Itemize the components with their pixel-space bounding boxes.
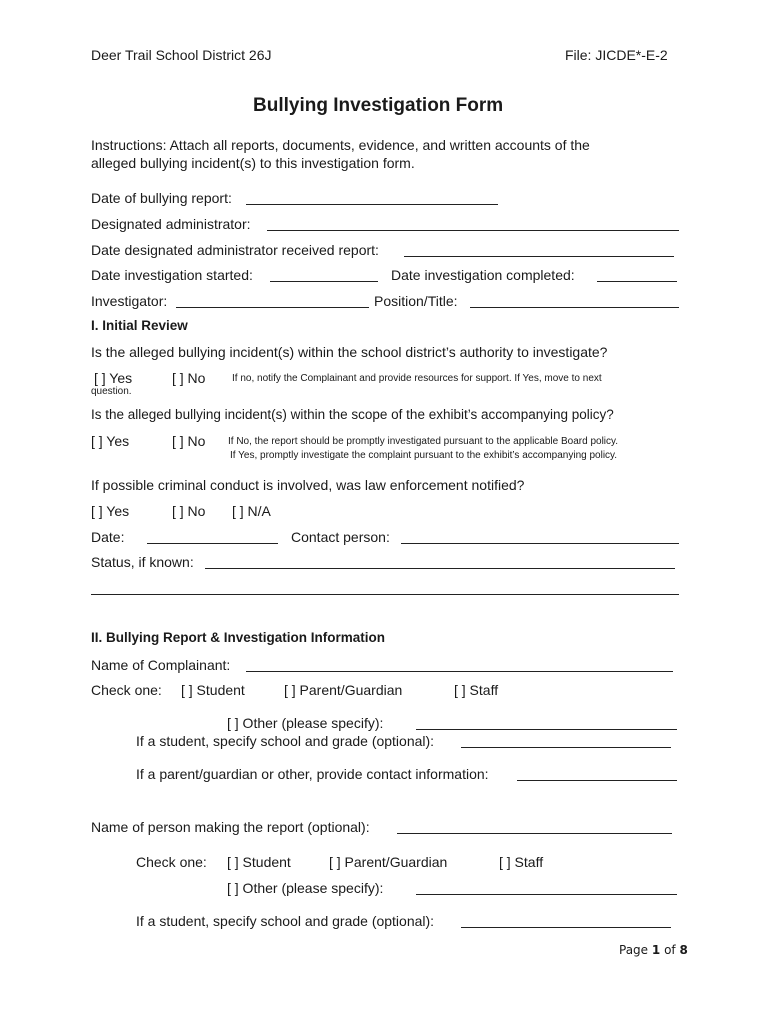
q3-text: If possible criminal conduct is involved, was law enforcement notified? — [91, 477, 525, 493]
check-one-2-label: Check one: — [136, 854, 207, 870]
investigator-field[interactable] — [176, 307, 369, 308]
date-started-label: Date investigation started: — [91, 267, 253, 283]
instructions-line-1: Instructions: Attach all reports, documents, evidence, and written accounts of the — [91, 137, 590, 153]
q1-text: Is the alleged bullying incident(s) within the school district’s authority to investigate? — [91, 344, 608, 360]
date-completed-label: Date investigation completed: — [391, 267, 575, 283]
complainant-parent-checkbox[interactable]: [ ] Parent/Guardian — [284, 682, 403, 698]
instructions-line-2: alleged bullying incident(s) to this investigation form. — [91, 155, 415, 171]
contact-date-field[interactable] — [147, 543, 278, 544]
position-field[interactable] — [470, 307, 679, 308]
reporter-label: Name of person making the report (optional): — [91, 819, 370, 835]
date-report-field[interactable] — [246, 204, 498, 205]
q3-na-checkbox[interactable]: [ ] N/A — [232, 503, 271, 519]
q2-note-2: If Yes, promptly investigate the complaint pursuant to the exhibit’s accompanying policy. — [230, 450, 618, 461]
designated-admin-label: Designated administrator: — [91, 216, 251, 232]
date-completed-field[interactable] — [597, 281, 677, 282]
position-label: Position/Title: — [374, 293, 458, 309]
student-school-field[interactable] — [461, 747, 671, 748]
q1-yes-checkbox[interactable]: [ ] Yes — [94, 370, 133, 386]
file-code: File: JICDE*-E-2 — [565, 47, 668, 63]
complainant-other-field[interactable] — [416, 729, 677, 730]
page-current: 1 — [651, 943, 661, 957]
parent-contact-label: If a parent/guardian or other, provide contact information: — [136, 766, 489, 782]
district-name: Deer Trail School District 26J — [91, 47, 272, 63]
q2-yes-checkbox[interactable]: [ ] Yes — [91, 433, 130, 449]
q2-text: Is the alleged bullying incident(s) within the scope of the exhibit’s accompanying policy? — [91, 407, 614, 422]
complainant-field[interactable] — [246, 671, 673, 672]
investigator-label: Investigator: — [91, 293, 168, 309]
page-total: 8 — [679, 943, 688, 957]
check-one-label: Check one: — [91, 682, 162, 698]
contact-person-label: Contact person: — [291, 529, 390, 545]
student-school-2-label: If a student, specify school and grade (optional): — [136, 913, 435, 929]
complainant-student-checkbox[interactable]: [ ] Student — [181, 682, 245, 698]
complainant-label: Name of Complainant: — [91, 657, 231, 673]
section-2-heading: II. Bullying Report & Investigation Information — [91, 630, 386, 645]
q1-note: If no, notify the Complainant and provide resources for support. If Yes, move to next — [232, 373, 602, 384]
parent-contact-field[interactable] — [517, 780, 677, 781]
complainant-other-checkbox[interactable]: [ ] Other (please specify): — [227, 715, 384, 731]
page-label: Page — [619, 943, 649, 957]
date-admin-received-label: Date designated administrator received report: — [91, 242, 379, 258]
student-school-2-field[interactable] — [461, 927, 671, 928]
date-admin-received-field[interactable] — [404, 256, 674, 257]
status-field[interactable] — [205, 568, 675, 569]
reporter-other-checkbox[interactable]: [ ] Other (please specify): — [227, 880, 384, 896]
reporter-field[interactable] — [397, 833, 672, 834]
q3-yes-checkbox[interactable]: [ ] Yes — [91, 503, 130, 519]
reporter-other-field[interactable] — [416, 894, 677, 895]
section-1-heading: I. Initial Review — [91, 318, 188, 333]
page-number — [619, 944, 688, 958]
q2-no-checkbox[interactable]: [ ] No — [172, 433, 206, 449]
of-label: of — [664, 943, 676, 957]
q1-note-cont: question. — [91, 386, 132, 397]
reporter-staff-checkbox[interactable]: [ ] Staff — [499, 854, 544, 870]
q2-note-1: If No, the report should be promptly investigated pursuant to the applicable Board policy. — [228, 436, 619, 447]
student-school-label: If a student, specify school and grade (optional): — [136, 733, 435, 749]
contact-date-label: Date: — [91, 529, 125, 545]
contact-person-field[interactable] — [401, 543, 679, 544]
reporter-student-checkbox[interactable]: [ ] Student — [227, 854, 291, 870]
complainant-staff-checkbox[interactable]: [ ] Staff — [454, 682, 499, 698]
q3-no-checkbox[interactable]: [ ] No — [172, 503, 206, 519]
status-field-line-2[interactable] — [91, 594, 679, 595]
reporter-parent-checkbox[interactable]: [ ] Parent/Guardian — [329, 854, 448, 870]
designated-admin-field[interactable] — [267, 230, 679, 231]
q1-no-checkbox[interactable]: [ ] No — [172, 370, 206, 386]
date-report-label: Date of bullying report: — [91, 190, 232, 206]
date-started-field[interactable] — [270, 281, 378, 282]
form-title: Bullying Investigation Form — [253, 95, 504, 116]
status-label: Status, if known: — [91, 554, 194, 570]
